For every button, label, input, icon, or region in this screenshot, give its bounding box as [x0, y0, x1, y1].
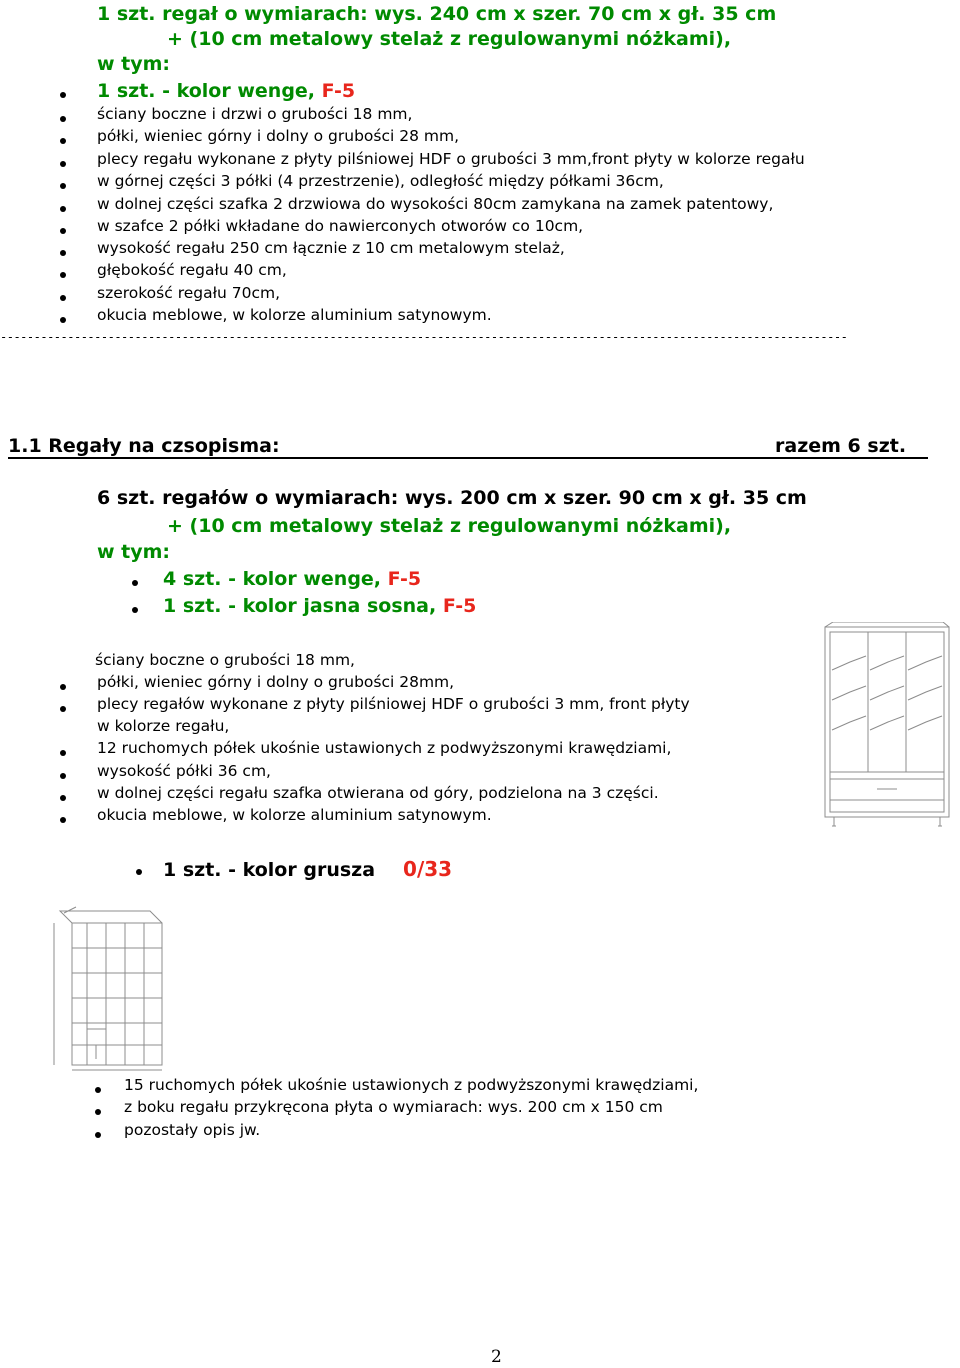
- section-a-line1: 1 szt. regał o wymiarach: wys. 240 cm x szer. 70 cm x gł. 35 cm: [97, 3, 777, 25]
- section-b-total: razem 6 szt.: [775, 435, 907, 457]
- color-label: 4 szt. - kolor wenge,: [163, 568, 382, 590]
- spec-item: w dolnej części szafka 2 drzwiowa do wysokości 80cm zamykana na zamek patentowy,: [97, 195, 774, 213]
- extra-spec-item: z boku regału przykręcona płyta o wymiarach: wys. 200 cm x 150 cm: [124, 1098, 663, 1116]
- bullet-icon: [60, 92, 66, 98]
- bullet-icon: [60, 817, 66, 823]
- color-item-wenge: [163, 568, 421, 590]
- extra-spec-item: pozostały opis jw.: [124, 1121, 261, 1139]
- color-code: F-5: [387, 568, 422, 590]
- page-number: 2: [491, 1347, 502, 1367]
- extra-spec-item: 15 ruchomych półek ukośnie ustawionych z podwyższonymi krawędziami,: [124, 1076, 699, 1094]
- section-b-line2: + (10 cm metalowy stelaż z regulowanymi nóżkami),: [167, 515, 732, 537]
- bullet-icon: [60, 295, 66, 301]
- spec-item: głębokość regału 40 cm,: [97, 261, 287, 279]
- spec-item: w szafce 2 półki wkładane do nawiercony​ch otworów co 10cm,: [97, 217, 584, 235]
- color-label: 1 szt. - kolor grusza: [163, 859, 376, 881]
- bullet-icon: [60, 773, 66, 779]
- color-code: F-5: [321, 80, 356, 102]
- shelf-technical-drawing: [50, 905, 165, 1075]
- color-label: 1 szt. - kolor wenge,: [97, 80, 316, 102]
- bullet-icon: [60, 183, 66, 189]
- spec-item: plecy regałów wykonane z płyty pilśniowej HDF o grubości 3 mm, front płyty: [97, 695, 690, 713]
- section-b-line1: 6 szt. regałów o wymiarach: wys. 200 cm x szer. 90 cm x gł. 35 cm: [97, 487, 807, 509]
- section-a-line2: + (10 cm metalowy stelaż z regulowanymi nóżkami),: [167, 28, 732, 50]
- bullet-icon: [60, 161, 66, 167]
- spec-item: okucia meblowe, w kolorze aluminium satynowym.: [97, 306, 492, 324]
- magazine-rack-drawing: [822, 622, 952, 832]
- color-code: 0/33: [403, 857, 453, 881]
- spec-item: wysokość regału 250 cm łącznie z 10 cm metalowym stelaż,: [97, 239, 565, 257]
- spec-intro: ściany boczne o grubości 18 mm,: [95, 651, 355, 669]
- spec-item: w górnej części 3 półki (4 przestrzenie), odległość między półkami 36cm,: [97, 172, 664, 190]
- spec-item: półki, wieniec górny i dolny o grubości 28mm,: [97, 673, 455, 691]
- bullet-icon: [60, 138, 66, 144]
- bullet-icon: [60, 228, 66, 234]
- bullet-icon: [95, 1132, 101, 1138]
- spec-item: 12 ruchomych półek ukośnie ustawionych z podwyższonymi krawędziami,: [97, 739, 672, 757]
- spec-item: wysokość półki 36 cm,: [97, 762, 271, 780]
- section-b-line3: w tym:: [97, 541, 171, 563]
- bullet-icon: [60, 116, 66, 122]
- color-label: 1 szt. - kolor jasna sosna,: [163, 595, 437, 617]
- bullet-icon: [60, 317, 66, 323]
- bullet-icon: [132, 580, 138, 586]
- color-item-sosna: [163, 595, 476, 617]
- section-a-color-item: [97, 80, 355, 102]
- bullet-icon: [60, 750, 66, 756]
- spec-item: półki, wieniec górny i dolny o grubości 28 mm,: [97, 127, 460, 145]
- bullet-icon: [60, 795, 66, 801]
- spec-item: w dolnej części regału szafka otwierana od góry, podzielona na 3 części.: [97, 784, 659, 802]
- bullet-icon: [95, 1087, 101, 1093]
- section-b-heading: 1.1 Regały na czsopisma:: [8, 435, 280, 457]
- spec-continuation: w kolorze regału,: [97, 717, 230, 735]
- heading-underline: [8, 457, 928, 459]
- bullet-icon: [60, 250, 66, 256]
- spec-item: szerokość regału 70cm,: [97, 284, 281, 302]
- bullet-icon: [60, 684, 66, 690]
- bullet-icon: [60, 706, 66, 712]
- section-a-line3: w tym:: [97, 53, 171, 75]
- bullet-icon: [95, 1109, 101, 1115]
- spec-item: okucia meblowe, w kolorze aluminium satynowym.: [97, 806, 492, 824]
- bullet-icon: [60, 272, 66, 278]
- color-code: F-5: [442, 595, 477, 617]
- bullet-icon: [132, 607, 138, 613]
- spec-item: ściany boczne i drzwi o grubości 18 mm,: [97, 105, 413, 123]
- spec-item: plecy regału wykonane z płyty pilśniowej HDF o grubości 3 mm,front płyty w kolorze regału: [97, 150, 805, 168]
- color-item-grusza: [163, 857, 452, 881]
- bullet-icon: [60, 206, 66, 212]
- bullet-icon: [136, 869, 142, 875]
- separator-line: ------------------------------------------------------------------------------------------------------------------------------: [0, 330, 848, 344]
